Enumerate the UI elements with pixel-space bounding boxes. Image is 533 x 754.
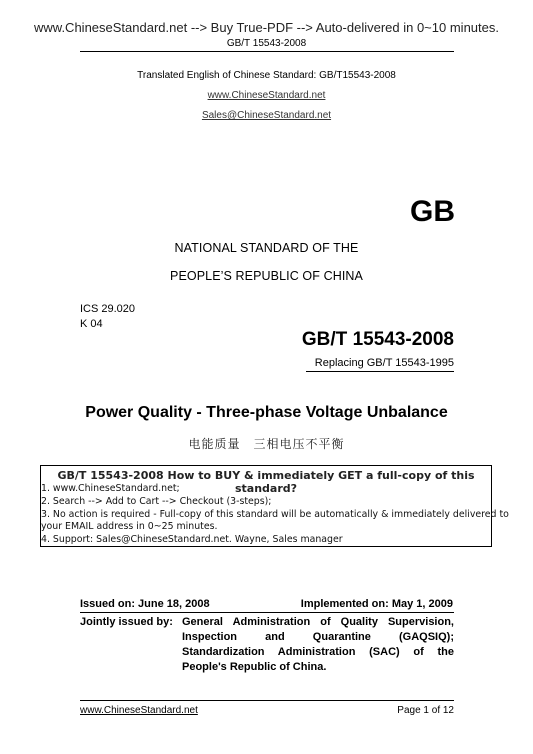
header-standard-code: GB/T 15543-2008 (226, 38, 307, 49)
issued-on: Issued on: June 18, 2008 (80, 598, 210, 610)
buy-step: 2. Search --> Add to Cart --> Checkout (3-steps); (41, 496, 272, 507)
national-standard-line2: PEOPLE’S REPUBLIC OF CHINA (170, 269, 363, 283)
footer-divider (80, 700, 454, 701)
buy-step: 4. Support: Sales@ChineseStandard.net. Wayne, Sales manager (41, 534, 343, 545)
buy-box-header: GB/T 15543-2008 How to BUY & immediately GET a full-copy of this standard? (57, 469, 475, 495)
issue-divider (80, 612, 454, 613)
replacing-note: Replacing GB/T 15543-1995 (314, 357, 454, 369)
top-banner: www.ChineseStandard.net --> Buy True-PDF --> Auto-delivered in 0~10 minutes. (34, 20, 499, 35)
footer-website-link[interactable]: www.ChineseStandard.net (80, 705, 198, 716)
translated-line: Translated English of Chinese Standard: GB/T15543-2008 (137, 70, 396, 81)
buy-step: 1. www.ChineseStandard.net; (41, 483, 180, 494)
buy-step: 3. No action is required - Full-copy of this standard will be automatically & immediately delivered to (41, 509, 509, 520)
page-number: Page 1 of 12 (397, 705, 454, 716)
ics-code: ICS 29.020 (80, 303, 136, 315)
standard-number: GB/T 15543-2008 (301, 329, 454, 350)
jointly-issued-label: Jointly issued by: (80, 616, 173, 628)
standard-number-divider (306, 371, 454, 372)
email-link[interactable]: Sales@ChineseStandard.net (201, 110, 332, 121)
website-link[interactable]: www.ChineseStandard.net (207, 90, 326, 101)
document-title: Power Quality - Three-phase Voltage Unbalance (85, 404, 448, 421)
k-code: K 04 (80, 318, 103, 330)
national-standard-line1: NATIONAL STANDARD OF THE (174, 241, 359, 255)
implemented-on: Implemented on: May 1, 2009 (300, 598, 453, 610)
jointly-issued-text: General Administration of Quality Supervision, Inspection and Quarantine (GAQSIQ); Standardization Administration (SAC) of the People's Republic of China. (182, 616, 454, 673)
document-title-chinese: 电能质量 三相电压不平衡 (188, 437, 345, 451)
gb-logo: GB (410, 195, 455, 228)
buy-step-continued: your EMAIL address in 0~25 minutes. (41, 521, 218, 532)
header-divider (80, 51, 454, 52)
